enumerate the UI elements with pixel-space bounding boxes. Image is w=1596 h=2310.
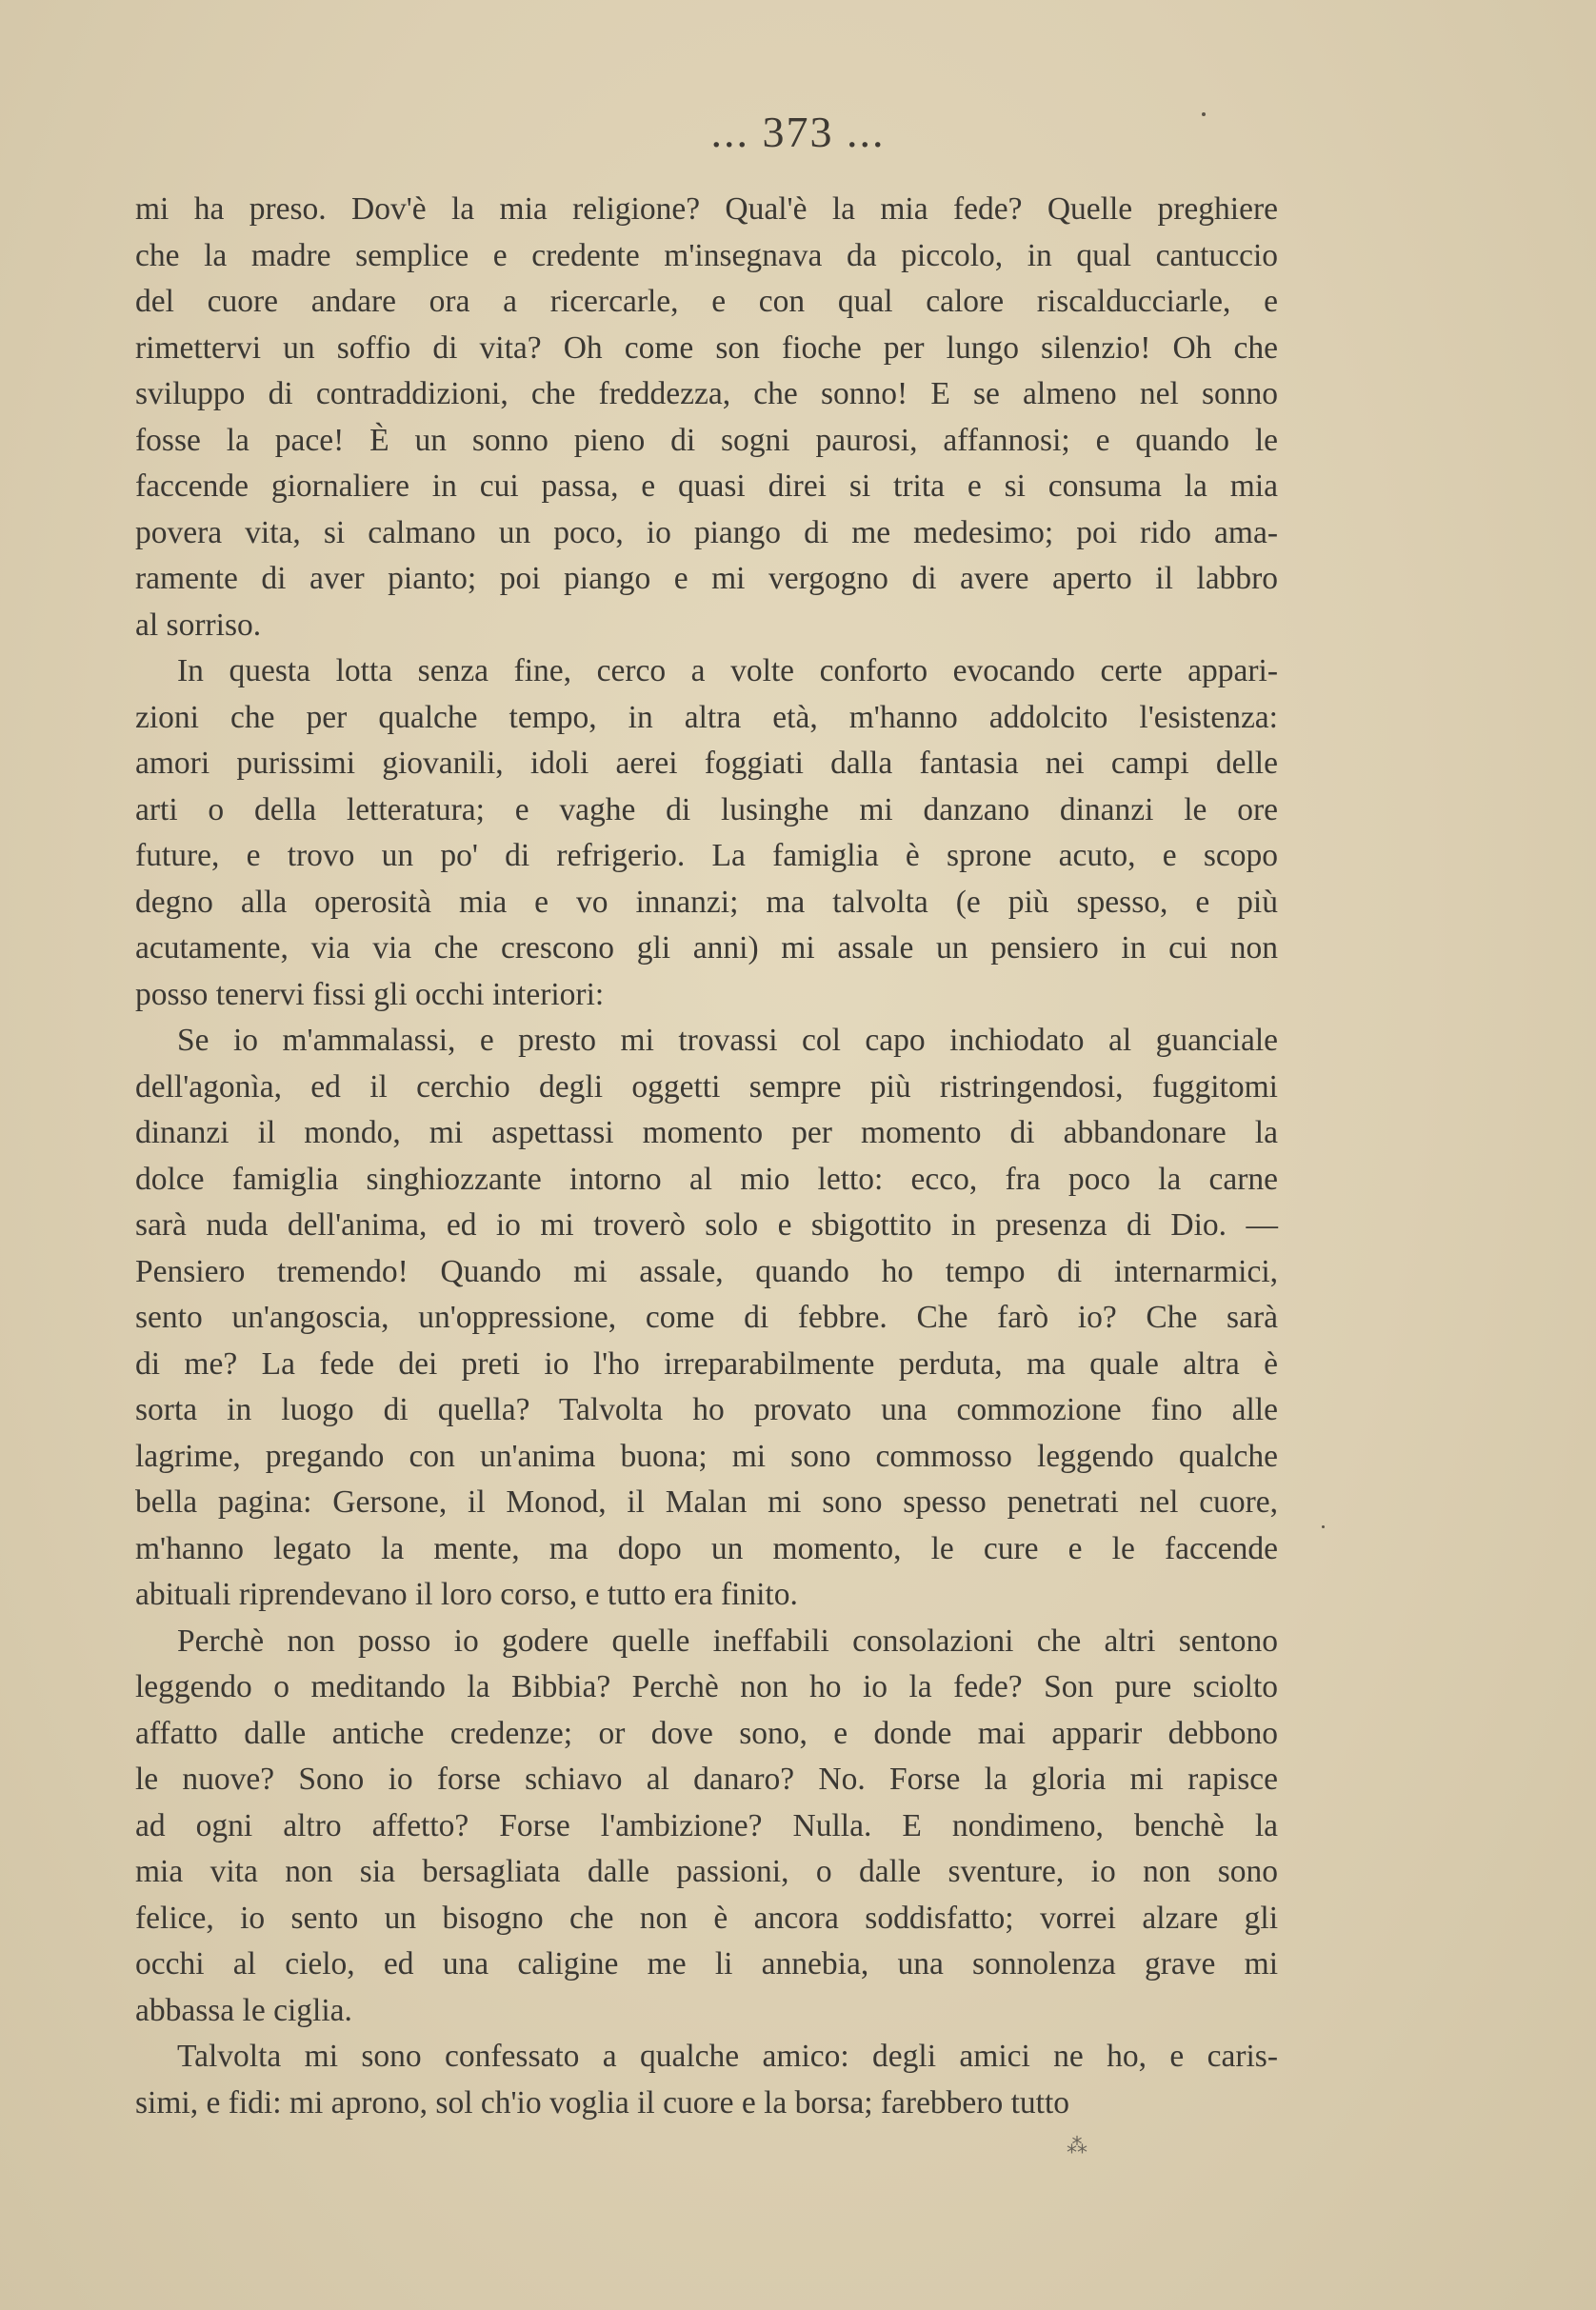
text-line: che la madre semplice e credente m'insegnava da piccolo, in qual cantuccio (135, 237, 1278, 273)
text-line: dolce famiglia singhiozzante intorno al mio letto: ecco, fra poco la carne (135, 1161, 1278, 1197)
text-line: acutamente, via via che crescono gli anni) mi assale un pensiero in cui non (135, 930, 1278, 966)
text-line: mia vita non sia bersagliata dalle passioni, o dalle sventure, io non sono (135, 1854, 1278, 1889)
text-line: del cuore andare ora a ricercarle, e con qual calore riscalducciarle, e (135, 284, 1278, 319)
text-line: simi, e fidi: mi aprono, sol ch'io voglia il cuore e la borsa; farebbero tutto (135, 2084, 1070, 2121)
paper-speck (1202, 112, 1206, 116)
text-line: lagrime, pregando con un'anima buona; mi sono commosso leggendo qualche (135, 1438, 1278, 1474)
text-line: Pensiero tremendo! Quando mi assale, quando ho tempo di internarmici, (135, 1253, 1278, 1289)
text-line: mi ha preso. Dov'è la mia religione? Qual'è la mia fede? Quelle preghiere (135, 191, 1278, 227)
text-line: leggendo o meditando la Bibbia? Perchè non ho io la fede? Son pure sciolto (135, 1669, 1278, 1704)
text-line: abituali riprendevano il loro corso, e tutto era finito. (135, 1577, 798, 1612)
paragraph (135, 1619, 1278, 2035)
text-line: degno alla operosità mia e vo innanzi; ma talvolta (e più spesso, e più (135, 884, 1278, 920)
text-line: In questa lotta senza fine, cerco a volte conforto evocando certe appari- (177, 653, 1278, 688)
text-line: sorta in luogo di quella? Talvolta ho provato una commozione fino alle (135, 1392, 1278, 1427)
paragraph (135, 187, 1278, 648)
page-number-header: ... 373 ... (710, 108, 886, 156)
paragraph (135, 648, 1278, 1018)
paragraph (135, 2034, 1278, 2126)
text-line: felice, io sento un bisogno che non è ancora soddisfatto; vorrei alzare gli (135, 1900, 1278, 1936)
paragraph (135, 1018, 1278, 1619)
text-line: occhi al cielo, ed una caligine me li annebia, una sonnolenza grave mi (135, 1946, 1278, 1981)
text-line: le nuove? Sono io forse schiavo al danaro? No. Forse la gloria mi rapisce (135, 1762, 1278, 1797)
text-line: m'hanno legato la mente, ma dopo un momento, le cure e le faccende (135, 1530, 1278, 1566)
text-line: sarà nuda dell'anima, ed io mi troverò solo e sbigottito in presenza di Dio. — (135, 1207, 1278, 1243)
printer-signature-mark: ⁂ (1067, 2135, 1087, 2159)
text-line: future, e trovo un po' di refrigerio. La famiglia è sprone acuto, e scopo (135, 838, 1278, 873)
text-line: bella pagina: Gersone, il Monod, il Malan mi sono spesso penetrati nel cuore, (135, 1484, 1278, 1520)
text-line: dinanzi il mondo, mi aspettassi momento per momento di abbandonare la (135, 1115, 1278, 1150)
text-line: dell'agonìa, ed il cerchio degli oggetti sempre più ristringendosi, fuggitomi (135, 1068, 1278, 1105)
text-line: povera vita, si calmano un poco, io piango di me medesimo; poi rido ama- (135, 514, 1278, 550)
text-line: al sorriso. (135, 607, 262, 643)
text-line: Talvolta mi sono confessato a qualche amico: degli amici ne ho, e caris- (177, 2039, 1278, 2074)
text-line: affatto dalle antiche credenze; or dove sono, e donde mai apparir debbono (135, 1715, 1278, 1751)
text-line: faccende giornaliere in cui passa, e quasi direi si trita e si consuma la mia (135, 468, 1278, 504)
text-line: abbassa le ciglia. (135, 1992, 352, 2028)
text-line: zioni che per qualche tempo, in altra età, m'hanno addolcito l'esistenza: (135, 699, 1278, 735)
text-line: di me? La fede dei preti io l'ho irreparabilmente perduta, ma quale altra è (135, 1345, 1278, 1382)
text-line: sento un'angoscia, un'oppressione, come di febbre. Che farò io? Che sarà (135, 1300, 1278, 1335)
text-line: ramente di aver pianto; poi piango e mi vergogno di avere aperto il labbro (135, 561, 1278, 596)
text-line: posso tenervi fissi gli occhi interiori: (135, 976, 605, 1012)
text-line: fosse la pace! È un sonno pieno di sogni paurosi, affannosi; e quando le (135, 422, 1278, 458)
paper-speck (1322, 1525, 1325, 1528)
text-line: amori purissimi giovanili, idoli aerei foggiati dalla fantasia nei campi delle (135, 746, 1278, 781)
text-line: ad ogni altro affetto? Forse l'ambizione? Nulla. E nondimeno, benchè la (135, 1807, 1278, 1843)
text-line: sviluppo di contraddizioni, che freddezza, che sonno! E se almeno nel sonno (135, 376, 1278, 411)
text-line: Perchè non posso io godere quelle ineffabili consolazioni che altri sentono (177, 1623, 1278, 1659)
text-line: rimettervi un soffio di vita? Oh come son fioche per lungo silenzio! Oh che (135, 329, 1278, 366)
text-line: arti o della letteratura; e vaghe di lusinghe mi danzano dinanzi le ore (135, 791, 1278, 827)
body-text (135, 187, 1278, 2126)
text-line: Se io m'ammalassi, e presto mi trovassi col capo inchiodato al guanciale (177, 1023, 1278, 1058)
